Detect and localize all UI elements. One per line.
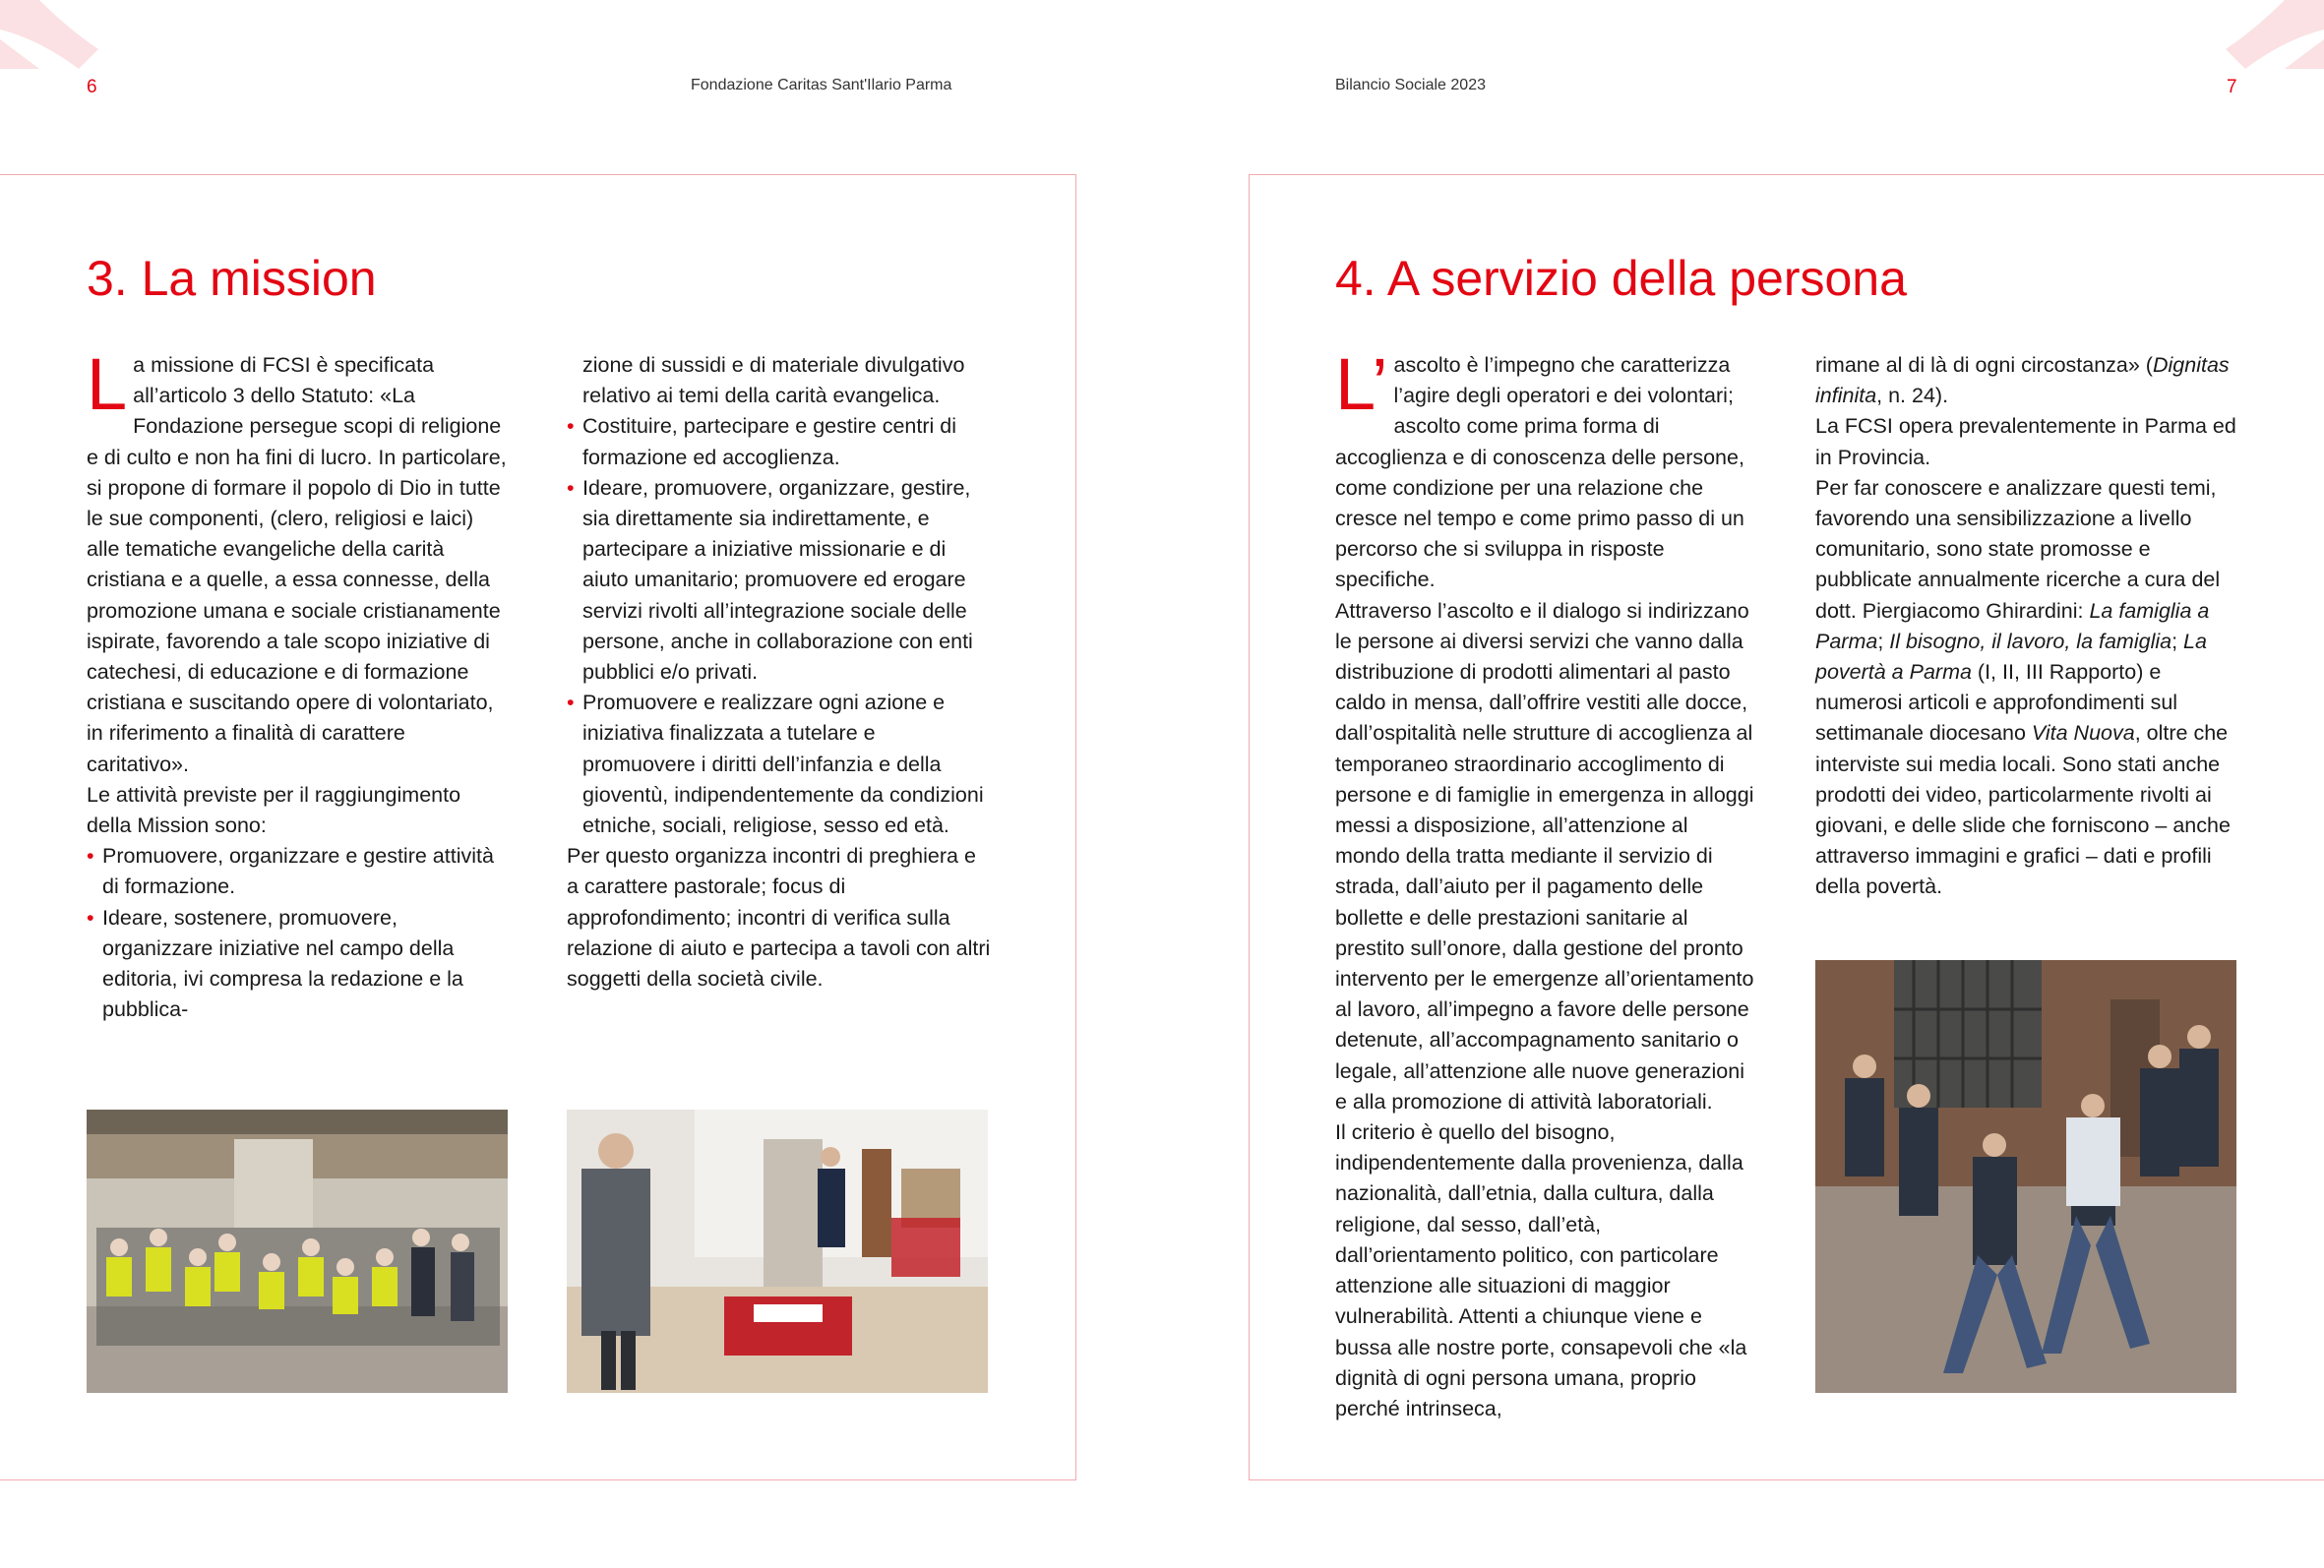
paragraph: La FCSI opera prevalentemente in Parma ed in Provincia. xyxy=(1815,414,2236,469)
right-running-title: Bilancio Sociale 2023 xyxy=(1335,77,1486,93)
left-page-column-2 xyxy=(567,350,992,995)
right-page-number: 7 xyxy=(2227,77,2237,97)
paragraph: rimane al di là di ogni circostanza» (Dignitas infinita, n. 24). xyxy=(1815,353,2230,408)
intro-paragraph: L’ ascolto è l’impegno che caratterizza l’agire degli operatori e dei volontari; ascolto come prima forma di accoglienza e di conoscenza delle persone, come condizione per una relazione che cresce nel tempo e come primo passo di un percorso che si sviluppa in risposte specifiche. xyxy=(1335,343,1744,592)
left-page-number: 6 xyxy=(87,77,97,97)
paragraph: Il criterio è quello del bisogno, indipendentemente dalla provenienza, dalla nazionalità, dall’etnia, dalla cultura, dalla religione, dal sesso, dall’età, dall’orientamento politico, con particolare attenzione alle situazioni di maggior vulnerabilità. Attenti a chiunque viene e bussa alle nostre porte, consapevoli che «la dignità di ogni persona umana, proprio perché intrinseca, xyxy=(1335,1120,1747,1420)
left-page-column-1 xyxy=(87,343,510,1025)
intro-paragraph: La missione di FCSI è specificata all’articolo 3 dello Statuto: «La Fondazione persegue scopi di religione e di culto e non ha fini di lucro. In particolare, si propone di formare il popolo di Dio in tutte le sue componenti, (clero, religiosi e laici) alle tematiche evangeliche della carità cristiana e a quelle, a essa connesse, della promozione umana e sociale cristianamente ispirate, favorendo a tale scopo iniziative di catechesi, di educazione e di formazione cristiana e suscitando opere di volontariato, in riferimento a finalità di carattere caritativo». xyxy=(87,343,507,776)
decorative-corner-right xyxy=(2216,0,2324,69)
right-page-column-1 xyxy=(1335,343,1756,1424)
youth-activity-photo xyxy=(1815,960,2236,1393)
paragraph: Per questo organizza incontri di preghiera e a carattere pastorale; focus di approfondimento; incontri di verifica sulla relazione di aiuto e partecipa a tavoli con altri soggetti della società civile. xyxy=(567,844,991,992)
drop-cap: L’ xyxy=(1335,343,1388,425)
list-item: • Promuovere e realizzare ogni azione e iniziativa finalizzata a tutelare e promuovere i diritti dell’infanzia e della gioventù, indipendentemente da condizioni etniche, sociali, religiose, sesso ed età. xyxy=(567,688,992,841)
list-item: • Ideare, promuovere, organizzare, gestire, sia direttamente sia indirettamente, e partecipare a iniziative missionarie e di aiuto umanitario; promuovere ed erogare servizi rivolti all’integrazione sociale delle persone, anche in collaborazione con enti pubblici e/o privati. xyxy=(567,473,992,688)
list-item: • Promuovere, organizzare e gestire attività di formazione. xyxy=(87,841,510,902)
left-running-title: Fondazione Caritas Sant'Ilario Parma xyxy=(691,77,952,93)
right-page-column-2 xyxy=(1815,350,2238,903)
bullet-list xyxy=(567,411,992,841)
paragraph: Per far conoscere e analizzare questi temi, favorendo una sensibilizzazione a livello comunitario, sono state promosse e pubblicate annualmente ricerche a cura del dott. Piergiacomo Ghirardini: La famiglia a Parma; Il bisogno, il lavoro, la famiglia; La povertà a Parma (I, II, III Rapporto) e numerosi articoli e approfondimenti sul settimanale diocesano Vita Nuova, oltre che interviste sui media locali. Sono stati anche prodotti dei video, particolarmente rivolti ai giovani, e delle slide che forniscono – anche attraverso immagini e grafici – dati e profili della povertà. xyxy=(1815,475,2231,899)
paragraph: zione di sussidi e di materiale divulgativo relativo ai temi della carità evangelica. xyxy=(582,353,965,408)
meeting-room-photo xyxy=(567,1110,988,1393)
volunteers-group-photo xyxy=(87,1110,508,1393)
list-item: • Ideare, sostenere, promuovere, organizzare iniziative nel campo della editoria, ivi compresa la redazione e la pubblica- xyxy=(87,903,510,1026)
bullet-list xyxy=(87,841,510,1025)
list-item: • Costituire, partecipare e gestire centri di formazione ed accoglienza. xyxy=(567,411,992,472)
decorative-corner-left xyxy=(0,0,108,69)
paragraph: Attraverso l’ascolto e il dialogo si indirizzano le persone ai diversi servizi che vanno dalla distribuzione di prodotti alimentari al pasto caldo in mensa, dall’offrire vestiti alle docce, dall’ospitalità nelle strutture di accoglienza al temporaneo straordinario accoglimento di persone e di famiglie in emergenza in alloggi messi a disposizione, all’attenzione al mondo della tratta mediante il servizio di strada, dall’aiuto per il pagamento delle bollette e delle prestazioni sanitarie al prestito sull’onore, dalla gestione del pronto intervento per le emergenze all’orientamento al lavoro, all’impegno a favore delle persone detenute, all’accompagnamento sanitario o legale, all’attenzione alle nuove generazioni e alla promozione di attività laboratoriali. xyxy=(1335,598,1754,1114)
left-page-title: 3. La mission xyxy=(87,251,377,306)
paragraph: Le attività previste per il raggiungimento della Mission sono: xyxy=(87,782,461,838)
drop-cap: L xyxy=(87,343,128,425)
right-page-title: 4. A servizio della persona xyxy=(1335,251,1907,306)
